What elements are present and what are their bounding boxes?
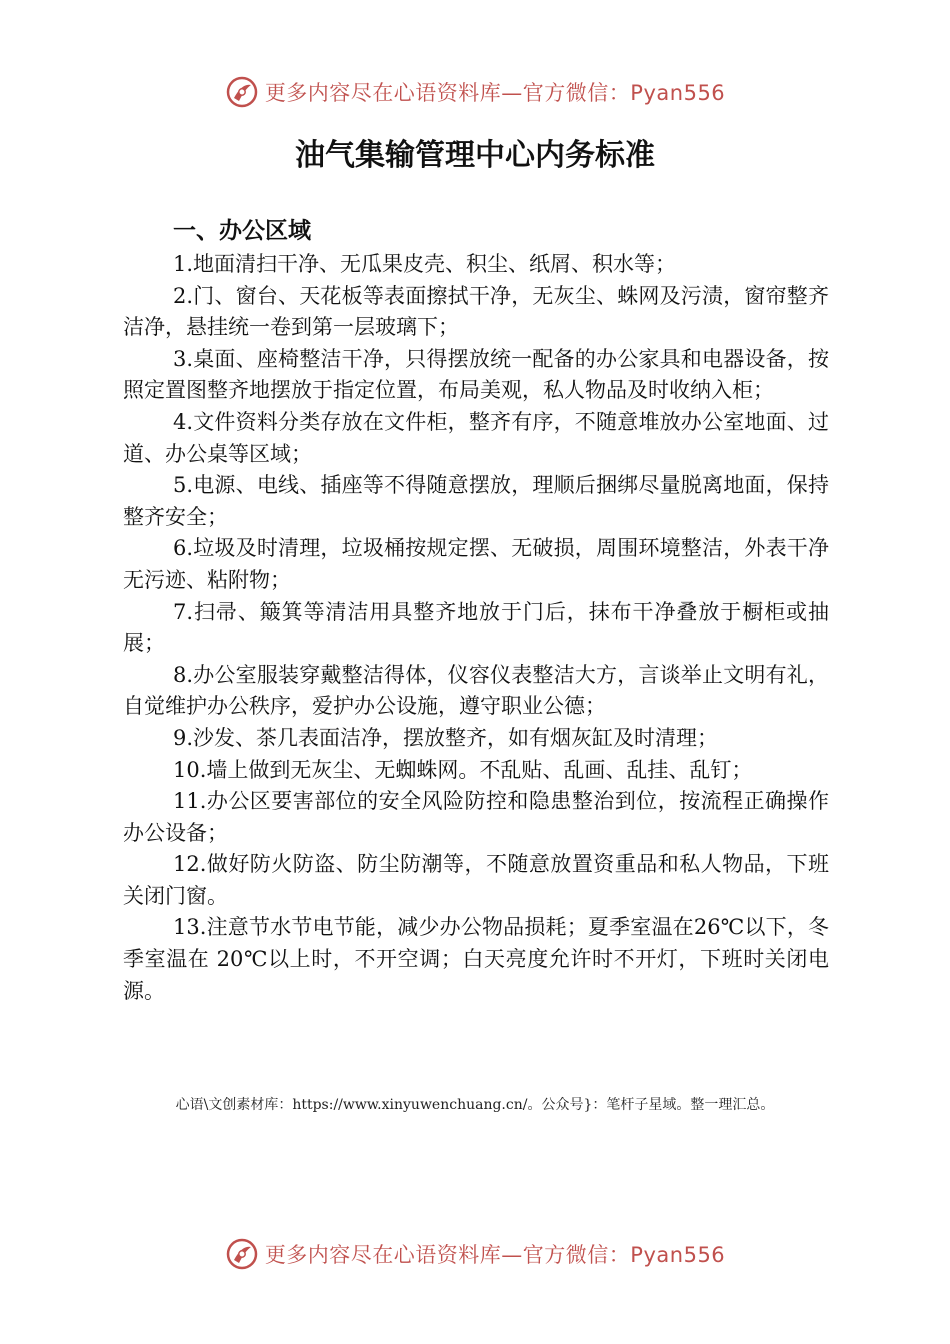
- brand-logo-icon: [225, 75, 259, 109]
- list-item: 13.注意节水节电节能，减少办公物品损耗；夏季室温在26℃以下，冬季室温在 20℃以上时，不开空调；白天亮度允许时不开灯，下班时关闭电源。: [123, 915, 829, 1003]
- list-item: 11.办公区要害部位的安全风险防控和隐患整治到位，按流程正确操作办公设备；: [123, 789, 829, 845]
- list-item: 5.电源、电线、插座等不得随意摆放，理顺后捆绑尽量脱离地面，保持整齐安全；: [123, 473, 829, 529]
- banner-text: 更多内容尽在心语资料库—官方微信：Pyan556: [264, 81, 726, 105]
- document-body: [123, 213, 829, 1007]
- list-item: 2.门、窗台、天花板等表面擦拭干净，无灰尘、蛛网及污渍，窗帘整齐洁净，悬挂统一卷到第一层玻璃下；: [123, 283, 829, 340]
- list-item: 8.办公室服装穿戴整洁得体，仪容仪表整洁大方，言谈举止文明有礼，自觉维护办公秩序，爱护办公设施，遵守职业公德；: [123, 662, 829, 719]
- list-item: 1.地面清扫干净、无瓜果皮壳、积尘、纸屑、积水等；: [173, 252, 677, 276]
- section-heading: 一、办公区域: [173, 218, 311, 244]
- list-item: 4.文件资料分类存放在文件柜，整齐有序，不随意堆放办公室地面、过道、办公桌等区域；: [123, 409, 829, 466]
- list-item: 10.墙上做到无灰尘、无蜘蛛网。不乱贴、乱画、乱挂、乱钉；: [173, 757, 753, 782]
- banner-text: 更多内容尽在心语资料库—官方微信：Pyan556: [264, 1243, 726, 1267]
- list-item: 9.沙发、茶几表面洁净，摆放整齐，如有烟灰缸及时清理；: [173, 725, 719, 750]
- list-item: 3.桌面、座椅整洁干净，只得摆放统一配备的办公家具和电器设备，按照定置图整齐地摆放于指定位置，布局美观，私人物品及时收纳入柜；: [123, 346, 829, 403]
- brand-logo-icon: [225, 1237, 259, 1271]
- source-note: 心语\文创素材库：https://www.xinyuwenchuang.cn/。公众号}：笔杆子星域。整一理汇总。: [175, 1097, 775, 1113]
- list-item: 12.做好防火防盗、防尘防潮等，不随意放置资重品和私人物品，下班关闭门窗。: [123, 852, 829, 908]
- list-item: 7.扫帚、簸箕等清洁用具整齐地放于门后，抹布干净叠放于橱柜或抽展；: [123, 599, 829, 656]
- header-banner: [0, 70, 950, 114]
- footer-banner: [0, 1232, 950, 1276]
- list-item: 6.垃圾及时清理，垃圾桶按规定摆、无破损，周围环境整洁，外表干净无污迹、粘附物；: [123, 536, 829, 592]
- document-title: 油气集输管理中心内务标准: [295, 138, 655, 173]
